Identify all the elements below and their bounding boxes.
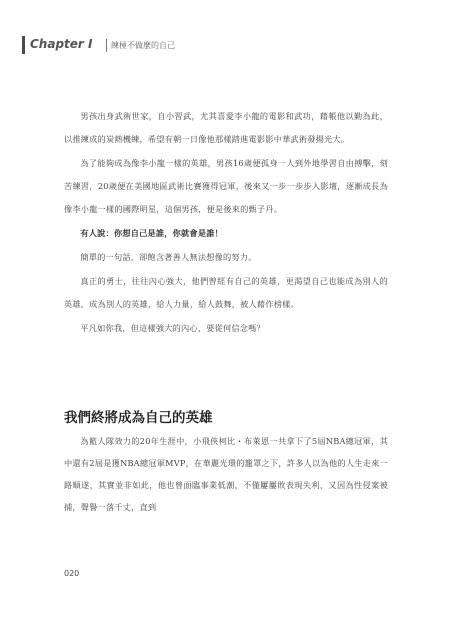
paragraph: 男孩出身武術世家，自小習武，尤其喜愛李小龍的電影和武功，藉帳他以勤為此，以推練成的炭熱機練，希望有朝一日像他那樣踏進電影影中華武術發揚光大。 <box>64 111 388 144</box>
body-text <box>64 105 388 341</box>
paragraph: 平凡如你我，但這樣強大的內心，要從何信念嗎？ <box>80 323 265 333</box>
section-heading: 我們終將成為自己的英雄 <box>64 410 213 426</box>
header-accent-bar <box>22 36 25 54</box>
paragraph: 為了能夠成為像李小龍一樣的英雄，男孩16歲便孤身一人到外地學習自由搏擊，刻苦練習，20歲便在美國地區武術比賽獲得冠軍，後來又一步一步步入影壇，逐漸成長為像李小龍一樣的國際明星，這個男孩，便是後來的甄子丹。 <box>64 158 388 214</box>
chapter-subtitle: 練極不做麼的自己 <box>111 41 175 50</box>
quote-line: 有人說：你想自己是誰，你就會是誰！ <box>80 228 223 238</box>
paragraph: 簡單的一句話，卻飽含著善人無法想像的努力。 <box>80 252 257 262</box>
paragraph: 為籃人隊效力的20年生涯中，小飛俠柯比・布萊恩一共拿下了5屆NBA總冠軍，其中還有2屆是獲NBA總冠軍MVP，在華麗光環的籠罩之下，許多人以為他的人生走來一路順遂，其實並非如此，他也曾面臨事業低潮，不僅屢屢敗表現失利，又因為性侵案被捕，聲譽一落千丈，直到 <box>64 436 388 512</box>
paragraph: 真正的勇士，往往內心強大，他們曾經有自己的英雄，更渴望自己也能成為別人的英雄，成為別人的英雄，給人力量，給人鼓舞，被人藉作榜樣。 <box>64 276 388 309</box>
page-number: 020 <box>64 569 80 578</box>
header-divider <box>106 39 107 52</box>
section-body <box>64 430 388 519</box>
chapter-label: Chapter I <box>30 37 93 51</box>
